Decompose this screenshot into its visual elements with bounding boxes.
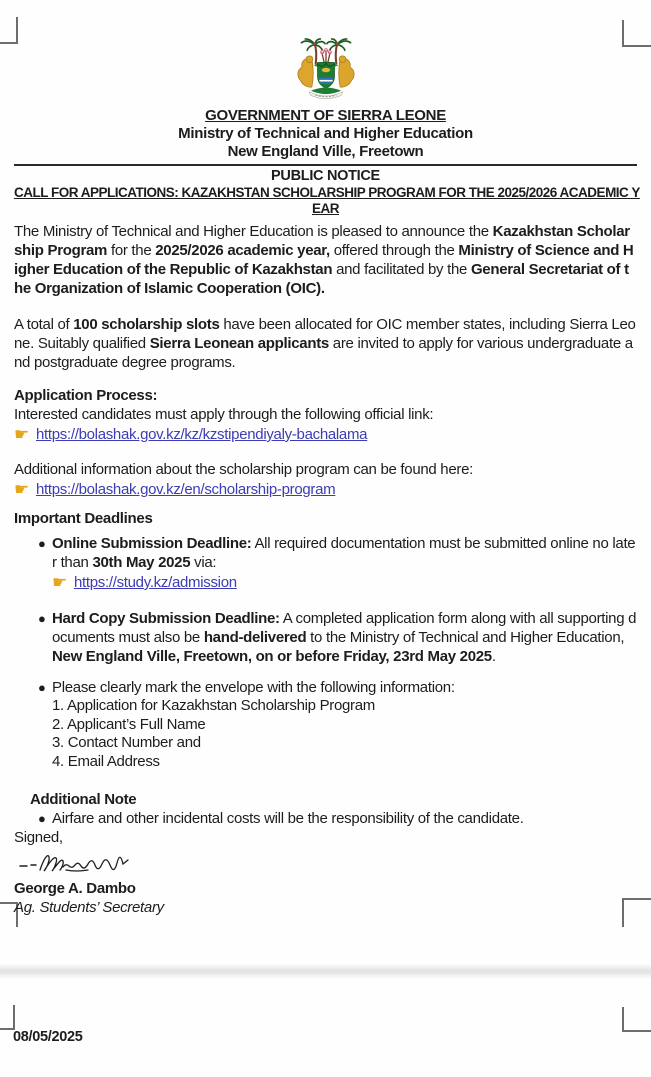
scholarship-program-link[interactable]: https://bolashak.gov.kz/en/scholarship-program (35, 481, 336, 498)
notice-title-line2: EAR (311, 200, 339, 216)
intro-paragraph: The Ministry of Technical and Higher Education is pleased to announce the Kazakhstan Scholarship Program for the 2025/2026 academic year, offered through the Ministry of Science and Higher Education of the Republic of Kazakhstan and facilitated by the General Secretariat of the Organization of Islamic Cooperation (OIC). (14, 223, 634, 297)
government-title: GOVERNMENT OF SIERRA LEONE (205, 107, 446, 124)
pointing-finger-icon: ☛ (14, 425, 29, 444)
envelope-items-list (52, 697, 637, 771)
page-separator-band (0, 964, 651, 978)
envelope-item-4: 4. Email Address (52, 752, 160, 770)
notice-type: PUBLIC NOTICE (271, 168, 380, 184)
application-link-row (14, 424, 637, 444)
envelope-instructions-item: ● Please clearly mark the envelope with the following information: (38, 679, 455, 696)
application-instruction: Interested candidates must apply through the following official link: (14, 406, 434, 423)
signatory-name: George A. Dambo (14, 880, 136, 897)
sierra-leone-coat-of-arms-icon (286, 38, 366, 104)
ministry-name: Ministry of Technical and Higher Education (178, 125, 473, 142)
pointing-finger-icon: ☛ (52, 573, 67, 592)
bullet-icon: ● (38, 536, 46, 551)
deadlines-heading: Important Deadlines (14, 510, 153, 527)
online-submission-link-row (52, 572, 637, 592)
signatory-role: Ag. Students’ Secretary (14, 899, 164, 916)
envelope-item-3: 3. Contact Number and (52, 734, 201, 751)
scholarship-info-link-row (14, 479, 637, 499)
notice-title-line1: CALL FOR APPLICATIONS: KAZAKHSTAN SCHOLARSHIP PROGRAM FOR THE 2025/2026 ACADEMIC Y (14, 185, 640, 200)
bullet-icon: ● (38, 811, 46, 826)
allocation-paragraph: A total of 100 scholarship slots have been allocated for OIC member states, including Sierra Leone. Suitably qualified Sierra Leonean applicants are invited to apply for various undergraduate and postgraduate degree programs. (14, 316, 636, 371)
more-info-line: Additional information about the scholarship program can be found here: (14, 461, 474, 478)
ministry-address: New England Ville, Freetown (227, 143, 424, 160)
notice-title (14, 185, 640, 216)
pointing-finger-icon: ☛ (14, 480, 29, 499)
additional-note-heading: Additional Note (30, 791, 137, 808)
crop-mark-page2-top-right (622, 1007, 651, 1032)
header-divider (14, 164, 637, 166)
application-process-heading: Application Process: (14, 387, 158, 404)
envelope-item-1: 1. Application for Kazakhstan Scholarship Program (52, 697, 375, 714)
bullet-icon: ● (38, 680, 46, 695)
airfare-note-item: ● Airfare and other incidental costs will be the responsibility of the candidate. (38, 810, 524, 827)
hard-copy-deadline-item: ● Hard Copy Submission Deadline: A completed application form along with all supporting documents must also be hand-delivered to the Ministry of Technical and Higher Education, New England Ville, Freetown, on or before Friday, 23rd May 2025. (38, 610, 637, 665)
signed-label: Signed, (14, 829, 63, 846)
document-date: 08/05/2025 (13, 1029, 83, 1045)
crop-mark-page2-top-left (0, 1005, 15, 1030)
signature-scribble (18, 850, 637, 876)
online-deadline-item: ● Online Submission Deadline: All required documentation must be submitted online no later than 30th May 2025 via: (38, 535, 636, 571)
envelope-item-2: 2. Applicant’s Full Name (52, 715, 206, 733)
bolashak-application-link[interactable]: https://bolashak.gov.kz/kz/kzstipendiyaly-bachalama (35, 426, 368, 443)
bullet-icon: ● (38, 611, 46, 626)
study-kz-admission-link[interactable]: https://study.kz/admission (73, 574, 237, 591)
